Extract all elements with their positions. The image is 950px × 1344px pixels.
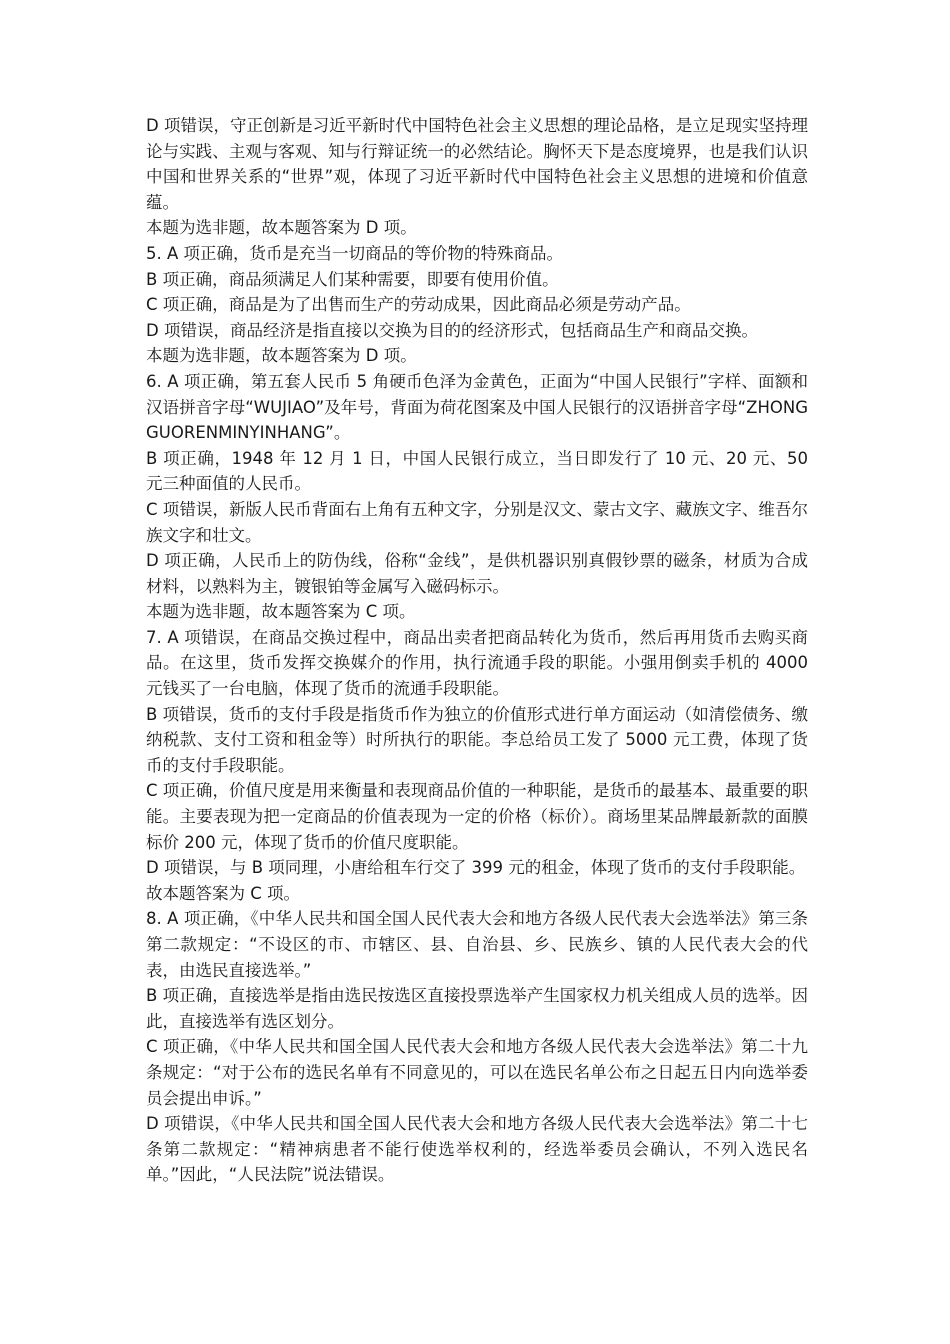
paragraph-q6-option-d: D 项正确，人民币上的防伪线，俗称“金线”，是供机器识别真假钞票的磁条，材质为合成材料，以熟料为主，镀银铂等金属写入磁码标示。 (146, 551, 808, 596)
paragraph-q8-option-d: D 项错误，《中华人民共和国全国人民代表大会和地方各级人民代表大会选举法》第二十七条第二款规定：“精神病患者不能行使选举权利的，经选举委员会确认，不列入选民名单。”因此，“人民法院”说法错误。 (146, 1114, 808, 1185)
paragraph-q7-option-d: D 项错误，与 B 项同理，小唐给租车行交了 399 元的租金，体现了货币的支付手段职能。 (146, 858, 806, 878)
answer-explanation-text (146, 113, 808, 1188)
paragraph-q7-answer: 故本题答案为 C 项。 (146, 883, 301, 903)
paragraph-q5-option-d: D 项错误，商品经济是指直接以交换为目的的经济形式，包括商品生产和商品交换。 (146, 320, 758, 340)
paragraph-q6-option-c: C 项错误，新版人民币背面右上角有五种文字，分别是汉文、蒙古文字、藏族文字、维吾尔族文字和壮文。 (146, 499, 808, 545)
paragraph-q4-option-d: D 项错误，守正创新是习近平新时代中国特色社会主义思想的理论品格，是立足现实坚持理论与实践、主观与客观、知与行辩证统一的必然结论。胸怀天下是态度境界，也是我们认识中国和世界关系的“世界”观，体现了习近平新时代中国特色社会主义思想的进境和价值意蕴。 (146, 116, 808, 212)
paragraph-q5-option-c: C 项正确，商品是为了出售而生产的劳动成果，因此商品必须是劳动产品。 (146, 295, 691, 315)
paragraph-q8-option-b: B 项正确，直接选举是指由选民按选区直接投票选举产生国家权力机关组成人员的选举。因此，直接选举有选区划分。 (146, 986, 808, 1031)
paragraph-q4-answer: 本题为选非题，故本题答案为 D 项。 (146, 218, 417, 238)
paragraph-q5-option-b: B 项正确，商品须满足人们某种需要，即要有使用价值。 (146, 269, 559, 289)
paragraph-q7-option-b: B 项错误，货币的支付手段是指货币作为独立的价值形式进行单方面运动（如清偿债务、缴纳税款、支付工资和租金等）时所执行的职能。李总给员工发了 5000 元工费，体现了货币的支付手段职能。 (146, 704, 808, 775)
paragraph-q6-option-a: 6. A 项正确，第五套人民币 5 角硬币色泽为金黄色，正面为“中国人民银行”字样、面额和汉语拼音字母“WUJIAO”及年号，背面为荷花图案及中国人民银行的汉语拼音字母“ZHONGGUORENMINYINHANG”。 (146, 371, 808, 443)
paragraph-q7-option-c: C 项正确，价值尺度是用来衡量和表现商品价值的一种职能，是货币的最基本、最重要的职能。主要表现为把一定商品的价值表现为一定的价格（标价）。商场里某品牌最新款的面膜标价 200 元，体现了货币的价值尺度职能。 (146, 781, 808, 852)
paragraph-q6-answer: 本题为选非题，故本题答案为 C 项。 (146, 602, 416, 622)
paragraph-q5-option-a: 5. A 项正确，货币是充当一切商品的等价物的特殊商品。 (146, 243, 564, 263)
paragraph-q7-option-a: 7. A 项错误，在商品交换过程中，商品出卖者把商品转化为货币，然后再用货币去购买商品。在这里，货币发挥交换媒介的作用，执行流通手段的职能。小强用倒卖手机的 4000 元钱买了一台电脑，体现了货币的流通手段职能。 (146, 627, 808, 699)
paragraph-q8-option-a: 8. A 项正确，《中华人民共和国全国人民代表大会和地方各级人民代表大会选举法》第三条第二款规定：“不设区的市、市辖区、县、自治县、乡、民族乡、镇的人民代表大会的代表，由选民直接选举。” (146, 909, 808, 980)
paragraph-q6-option-b: B 项正确，1948 年 12 月 1 日，中国人民银行成立，当日即发行了 10 元、20 元、50 元三种面值的人民币。 (146, 448, 808, 494)
paragraph-q5-answer: 本题为选非题，故本题答案为 D 项。 (146, 346, 417, 366)
paragraph-q8-option-c: C 项正确，《中华人民共和国全国人民代表大会和地方各级人民代表大会选举法》第二十九条规定：“对于公布的选民名单有不同意见的，可以在选民名单公布之日起五日内向选举委员会提出申诉。” (146, 1037, 808, 1108)
